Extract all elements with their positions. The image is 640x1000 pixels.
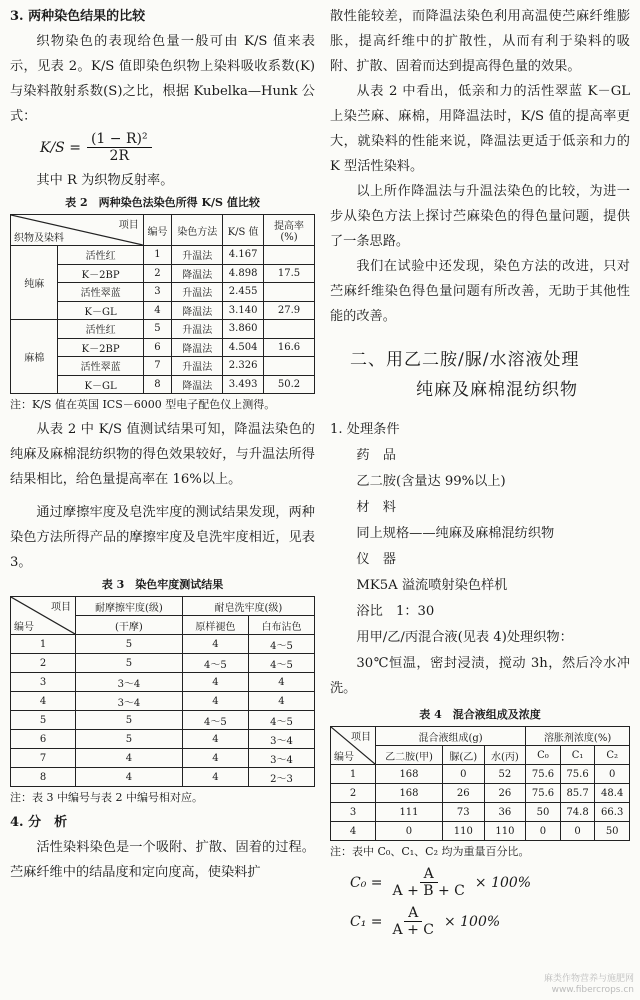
table-2 <box>10 214 315 394</box>
formula-c1-lhs: C₁ = <box>350 913 383 930</box>
table-3 <box>10 596 315 787</box>
value-cell: 73 <box>442 803 484 822</box>
paragraph-analysis-cont: 散性能较差，而降温法染色利用高温使苎麻纤维膨胀，提高纤维中的扩散性，从而有利于染料的吸附、扩散、固着而达到提高得色量的效果。 <box>330 9 630 74</box>
table-row <box>11 692 315 711</box>
rub-fastness-cell: 4 <box>76 749 183 768</box>
left-column <box>10 0 315 885</box>
value-cell: 85.7 <box>560 784 595 803</box>
number-cell: 2 <box>143 264 171 283</box>
table-3-header-wash: 耐皂洗牢度(级) <box>182 597 314 616</box>
ks-value-cell: 3.493 <box>223 375 264 394</box>
method-cell: 降温法 <box>172 338 223 357</box>
number-cell: 8 <box>11 768 76 787</box>
table-row <box>11 749 315 768</box>
value-cell: 0 <box>560 822 595 841</box>
treatment-line: 用甲/乙/丙混合液(见表 4)处理织物： <box>356 630 573 645</box>
number-cell: 5 <box>143 320 171 339</box>
number-cell: 8 <box>143 375 171 394</box>
formula-c0-denominator: A + B + C <box>392 883 465 899</box>
table-4-subheader: C₂ <box>595 746 630 765</box>
stain-cell: 2～3 <box>248 768 314 787</box>
number-cell: 4 <box>331 822 376 841</box>
fade-cell: 4 <box>182 749 248 768</box>
rub-fastness-cell: 4 <box>76 768 183 787</box>
value-cell: 50 <box>595 822 630 841</box>
table-2-caption: 表 2 两种染色法染色所得 K/S 值比较 <box>65 196 260 209</box>
table-3-corner-top: 项目 <box>51 602 71 613</box>
formula-lhs: K/S = <box>40 139 81 156</box>
value-cell: 75.6 <box>526 765 561 784</box>
paragraph-comparison: 以上所作降温法与升温法染色的比较，为进一步从染色方法上探讨苎麻染色的得色量问题，提供了一条思路。 <box>330 184 630 249</box>
rub-fastness-cell: 3～4 <box>76 673 183 692</box>
ks-value-cell: 2.326 <box>223 357 264 376</box>
number-cell: 3 <box>331 803 376 822</box>
method-cell: 升温法 <box>172 246 223 265</box>
table-2-corner-header <box>11 215 144 246</box>
table-3-header-rub-sub: (干摩) <box>76 616 183 635</box>
method-cell: 降温法 <box>172 264 223 283</box>
value-cell: 66.3 <box>595 803 630 822</box>
value-cell: 74.8 <box>560 803 595 822</box>
bath-ratio: 浴比 1：30 <box>356 604 435 619</box>
kubelka-munk-formula <box>40 131 315 164</box>
rub-fastness-cell: 5 <box>76 635 183 654</box>
method-cell: 降温法 <box>172 301 223 320</box>
ks-value-cell: 3.140 <box>223 301 264 320</box>
table-4-corner-top: 项目 <box>351 732 371 743</box>
conditions-heading: 1. 处理条件 <box>330 422 400 437</box>
value-cell: 168 <box>376 765 443 784</box>
label-drug: 药 品 <box>356 448 396 463</box>
value-cell: 110 <box>442 822 484 841</box>
table-4-note: 注：表中 C₀、C₁、C₂ 均为重量百分比。 <box>330 845 530 858</box>
section-2-title-line2: 纯麻及麻棉混纺织物 <box>416 380 578 400</box>
formula-c1-denominator: A + C <box>392 922 434 938</box>
number-cell: 7 <box>143 357 171 376</box>
dye-cell: 活性红 <box>58 320 143 339</box>
number-cell: 6 <box>143 338 171 357</box>
section-3-heading: 3. 两种染色结果的比较 <box>10 9 146 24</box>
table-4-header-conc: 溶胀剂浓度(%) <box>526 727 630 746</box>
paragraph-finding: 我们在试验中还发现，染色方法的改进，只对苎麻纤维染色得色量问题有所改善，无助于其他性能的改善。 <box>330 259 630 324</box>
table-row <box>11 246 315 265</box>
method-cell: 升温法 <box>172 357 223 376</box>
ks-value-cell: 2.455 <box>223 283 264 302</box>
number-cell: 1 <box>11 635 76 654</box>
paragraph-fastness-intro: 通过摩擦牢度及皂洗牢度的测试结果发现，两种染色方法所得产品的摩擦牢度及皂洗牢度相近，见表 3。 <box>10 505 315 570</box>
number-cell: 4 <box>11 692 76 711</box>
table-3-note: 注：表 3 中编号与表 2 中编号相对应。 <box>10 791 203 804</box>
number-cell: 5 <box>11 711 76 730</box>
dye-cell: K－2BP <box>58 264 143 283</box>
rate-cell <box>264 283 315 302</box>
table-row <box>11 320 315 339</box>
table-row <box>11 654 315 673</box>
fade-cell: 4 <box>182 730 248 749</box>
value-cell: 168 <box>376 784 443 803</box>
table-3-header-fade: 原样褪色 <box>182 616 248 635</box>
table-3-corner-header <box>11 597 76 635</box>
table-row <box>11 768 315 787</box>
number-cell: 4 <box>143 301 171 320</box>
value-cell: 50 <box>526 803 561 822</box>
formula-c0-fraction <box>389 866 469 899</box>
dye-cell: 活性翠蓝 <box>58 283 143 302</box>
dye-cell: 活性翠蓝 <box>58 357 143 376</box>
formula-c0-tail: × 100% <box>474 874 532 891</box>
dye-cell: K－GL <box>58 301 143 320</box>
stain-cell: 4～5 <box>248 635 314 654</box>
value-cell: 26 <box>442 784 484 803</box>
table-3-caption: 表 3 染色牢度测试结果 <box>101 578 224 591</box>
table-2-corner-bottom: 织物及染料 <box>14 233 64 244</box>
table-2-note: 注：K/S 值在英国 ICS－6000 型电子配色仪上测得。 <box>10 398 276 411</box>
formula-numerator: (1 − R)² <box>87 131 152 148</box>
number-cell: 3 <box>11 673 76 692</box>
watermark-line1: 麻类作物营养与施肥网 <box>543 974 634 984</box>
rate-cell <box>264 320 315 339</box>
ks-value-cell: 4.504 <box>223 338 264 357</box>
number-cell: 2 <box>11 654 76 673</box>
rub-fastness-cell: 5 <box>76 730 183 749</box>
value-cell: 0 <box>595 765 630 784</box>
table-row <box>331 765 630 784</box>
rub-fastness-cell: 3～4 <box>76 692 183 711</box>
table-3-header-rub-label: 耐摩擦牢度(级) <box>95 602 163 614</box>
stain-cell: 4 <box>248 673 314 692</box>
number-cell: 6 <box>11 730 76 749</box>
dye-cell: K－2BP <box>58 338 143 357</box>
value-cell: 52 <box>484 765 526 784</box>
table-2-header-no: 编号 <box>143 215 171 246</box>
fade-cell: 4 <box>182 673 248 692</box>
value-cell: 110 <box>484 822 526 841</box>
formula-fraction <box>87 131 152 164</box>
paragraph-reflectance: 其中 R 为织物反射率。 <box>36 173 174 188</box>
ks-value-cell: 3.860 <box>223 320 264 339</box>
dye-cell: 活性红 <box>58 246 143 265</box>
table-4-corner-bottom: 编号 <box>334 752 354 763</box>
value-cell: 48.4 <box>595 784 630 803</box>
paragraph-table2-result: 从表 2 中 K/S 值测试结果可知，降温法染色的纯麻及麻棉混纺织物的得色效果较好，与升温法所得结果相比，给色量提高率在 16%以上。 <box>10 422 315 487</box>
label-instrument: 仪 器 <box>356 552 396 567</box>
table-2-header-ks: K/S 值 <box>223 215 264 246</box>
table-row <box>11 635 315 654</box>
formula-c0-numerator: A <box>420 866 438 883</box>
number-cell: 1 <box>331 765 376 784</box>
site-watermark <box>544 974 634 996</box>
value-cell: 75.6 <box>560 765 595 784</box>
ks-value-cell: 4.898 <box>223 264 264 283</box>
formula-c1-fraction <box>389 905 438 938</box>
section-2-title-line1: 二、用乙二胺/脲/水溶液处理 <box>350 350 580 370</box>
table-4 <box>330 726 630 841</box>
value-cell: 0 <box>442 765 484 784</box>
table-2-header-rate: 提高率(%) <box>264 215 315 246</box>
ks-value-cell: 4.167 <box>223 246 264 265</box>
rate-cell: 16.6 <box>264 338 315 357</box>
table-4-subheader: 脲(乙) <box>442 746 484 765</box>
number-cell: 1 <box>143 246 171 265</box>
number-cell: 2 <box>331 784 376 803</box>
value-cell: 36 <box>484 803 526 822</box>
value-cell: 111 <box>376 803 443 822</box>
formula-c0-lhs: C₀ = <box>350 874 383 891</box>
fade-cell: 4～5 <box>182 711 248 730</box>
fade-cell: 4～5 <box>182 654 248 673</box>
number-cell: 3 <box>143 283 171 302</box>
method-cell: 升温法 <box>172 320 223 339</box>
watermark-line2: www.fibercrops.cn <box>551 985 634 995</box>
drug-value: 乙二胺(含量达 99%以上) <box>356 474 506 489</box>
value-cell: 26 <box>484 784 526 803</box>
rub-fastness-cell: 5 <box>76 711 183 730</box>
fade-cell: 4 <box>182 635 248 654</box>
table-row <box>11 673 315 692</box>
table-4-subheader: 乙二胺(甲) <box>376 746 443 765</box>
rate-cell <box>264 357 315 376</box>
table-3-header-rub <box>76 597 183 616</box>
table-4-caption: 表 4 混合液组成及浓度 <box>419 708 541 721</box>
fabric-cell: 纯麻 <box>11 246 58 320</box>
paragraph-analysis: 活性染料染色是一个吸附、扩散、固着的过程。苎麻纤维中的结晶度和定向度高，使染料扩 <box>10 840 315 880</box>
table-row <box>11 711 315 730</box>
rate-cell: 17.5 <box>264 264 315 283</box>
value-cell: 0 <box>376 822 443 841</box>
table-4-subheader: C₁ <box>560 746 595 765</box>
formula-denominator: 2R <box>109 148 129 164</box>
rate-cell <box>264 246 315 265</box>
table-4-corner-header <box>331 727 376 765</box>
table-row <box>11 730 315 749</box>
fade-cell: 4 <box>182 768 248 787</box>
material-value: 同上规格——纯麻及麻棉混纺织物 <box>356 526 555 541</box>
table-2-header-method: 染色方法 <box>172 215 223 246</box>
table-4-subheader: C₀ <box>526 746 561 765</box>
method-cell: 升温法 <box>172 283 223 302</box>
table-3-header-stain: 白布沾色 <box>248 616 314 635</box>
formula-c1-numerator: A <box>404 905 422 922</box>
stain-cell: 4～5 <box>248 711 314 730</box>
stain-cell: 3～4 <box>248 730 314 749</box>
rub-fastness-cell: 5 <box>76 654 183 673</box>
method-cell: 降温法 <box>172 375 223 394</box>
paragraph-ks-intro: 织物染色的表现给色量一般可由 K/S 值来表示，见表 2。K/S 值即染色织物上染料吸收系数(K)与染料散射系数(S)之比，根据 Kubelka—Hunk 公式： <box>10 34 315 124</box>
instrument-value: MK5A 溢流喷射染色样机 <box>356 578 508 593</box>
formula-c1 <box>350 905 630 938</box>
formula-c0 <box>350 866 630 899</box>
formula-c1-tail: × 100% <box>443 913 501 930</box>
fade-cell: 4 <box>182 692 248 711</box>
rate-cell: 27.9 <box>264 301 315 320</box>
number-cell: 7 <box>11 749 76 768</box>
section-2-title <box>350 345 630 405</box>
right-column <box>330 0 630 944</box>
stain-cell: 3～4 <box>248 749 314 768</box>
table-3-corner-bottom: 编号 <box>14 622 34 633</box>
rate-cell: 50.2 <box>264 375 315 394</box>
fabric-cell: 麻棉 <box>11 320 58 394</box>
label-material: 材 料 <box>356 500 396 515</box>
dye-cell: K－GL <box>58 375 143 394</box>
table-row <box>331 784 630 803</box>
value-cell: 75.6 <box>526 784 561 803</box>
section-4-heading: 4. 分 析 <box>10 815 68 830</box>
table-4-header-mix: 混合液组成(g) <box>376 727 526 746</box>
value-cell: 0 <box>526 822 561 841</box>
paragraph-low-affinity: 从表 2 中看出，低亲和力的活性翠蓝 K－GL 上染苎麻、麻棉，用降温法时，K/S 值的提高率更大，就染料的性能来说，降温法更适于低亲和力的 K 型活性染料。 <box>330 84 630 174</box>
treatment-conditions: 30℃恒温，密封浸渍，搅动 3h，然后冷水冲洗。 <box>330 656 630 696</box>
table-row <box>331 822 630 841</box>
stain-cell: 4 <box>248 692 314 711</box>
table-2-corner-top: 项目 <box>118 220 139 231</box>
table-4-subheader: 水(丙) <box>484 746 526 765</box>
table-row <box>331 803 630 822</box>
stain-cell: 4～5 <box>248 654 314 673</box>
